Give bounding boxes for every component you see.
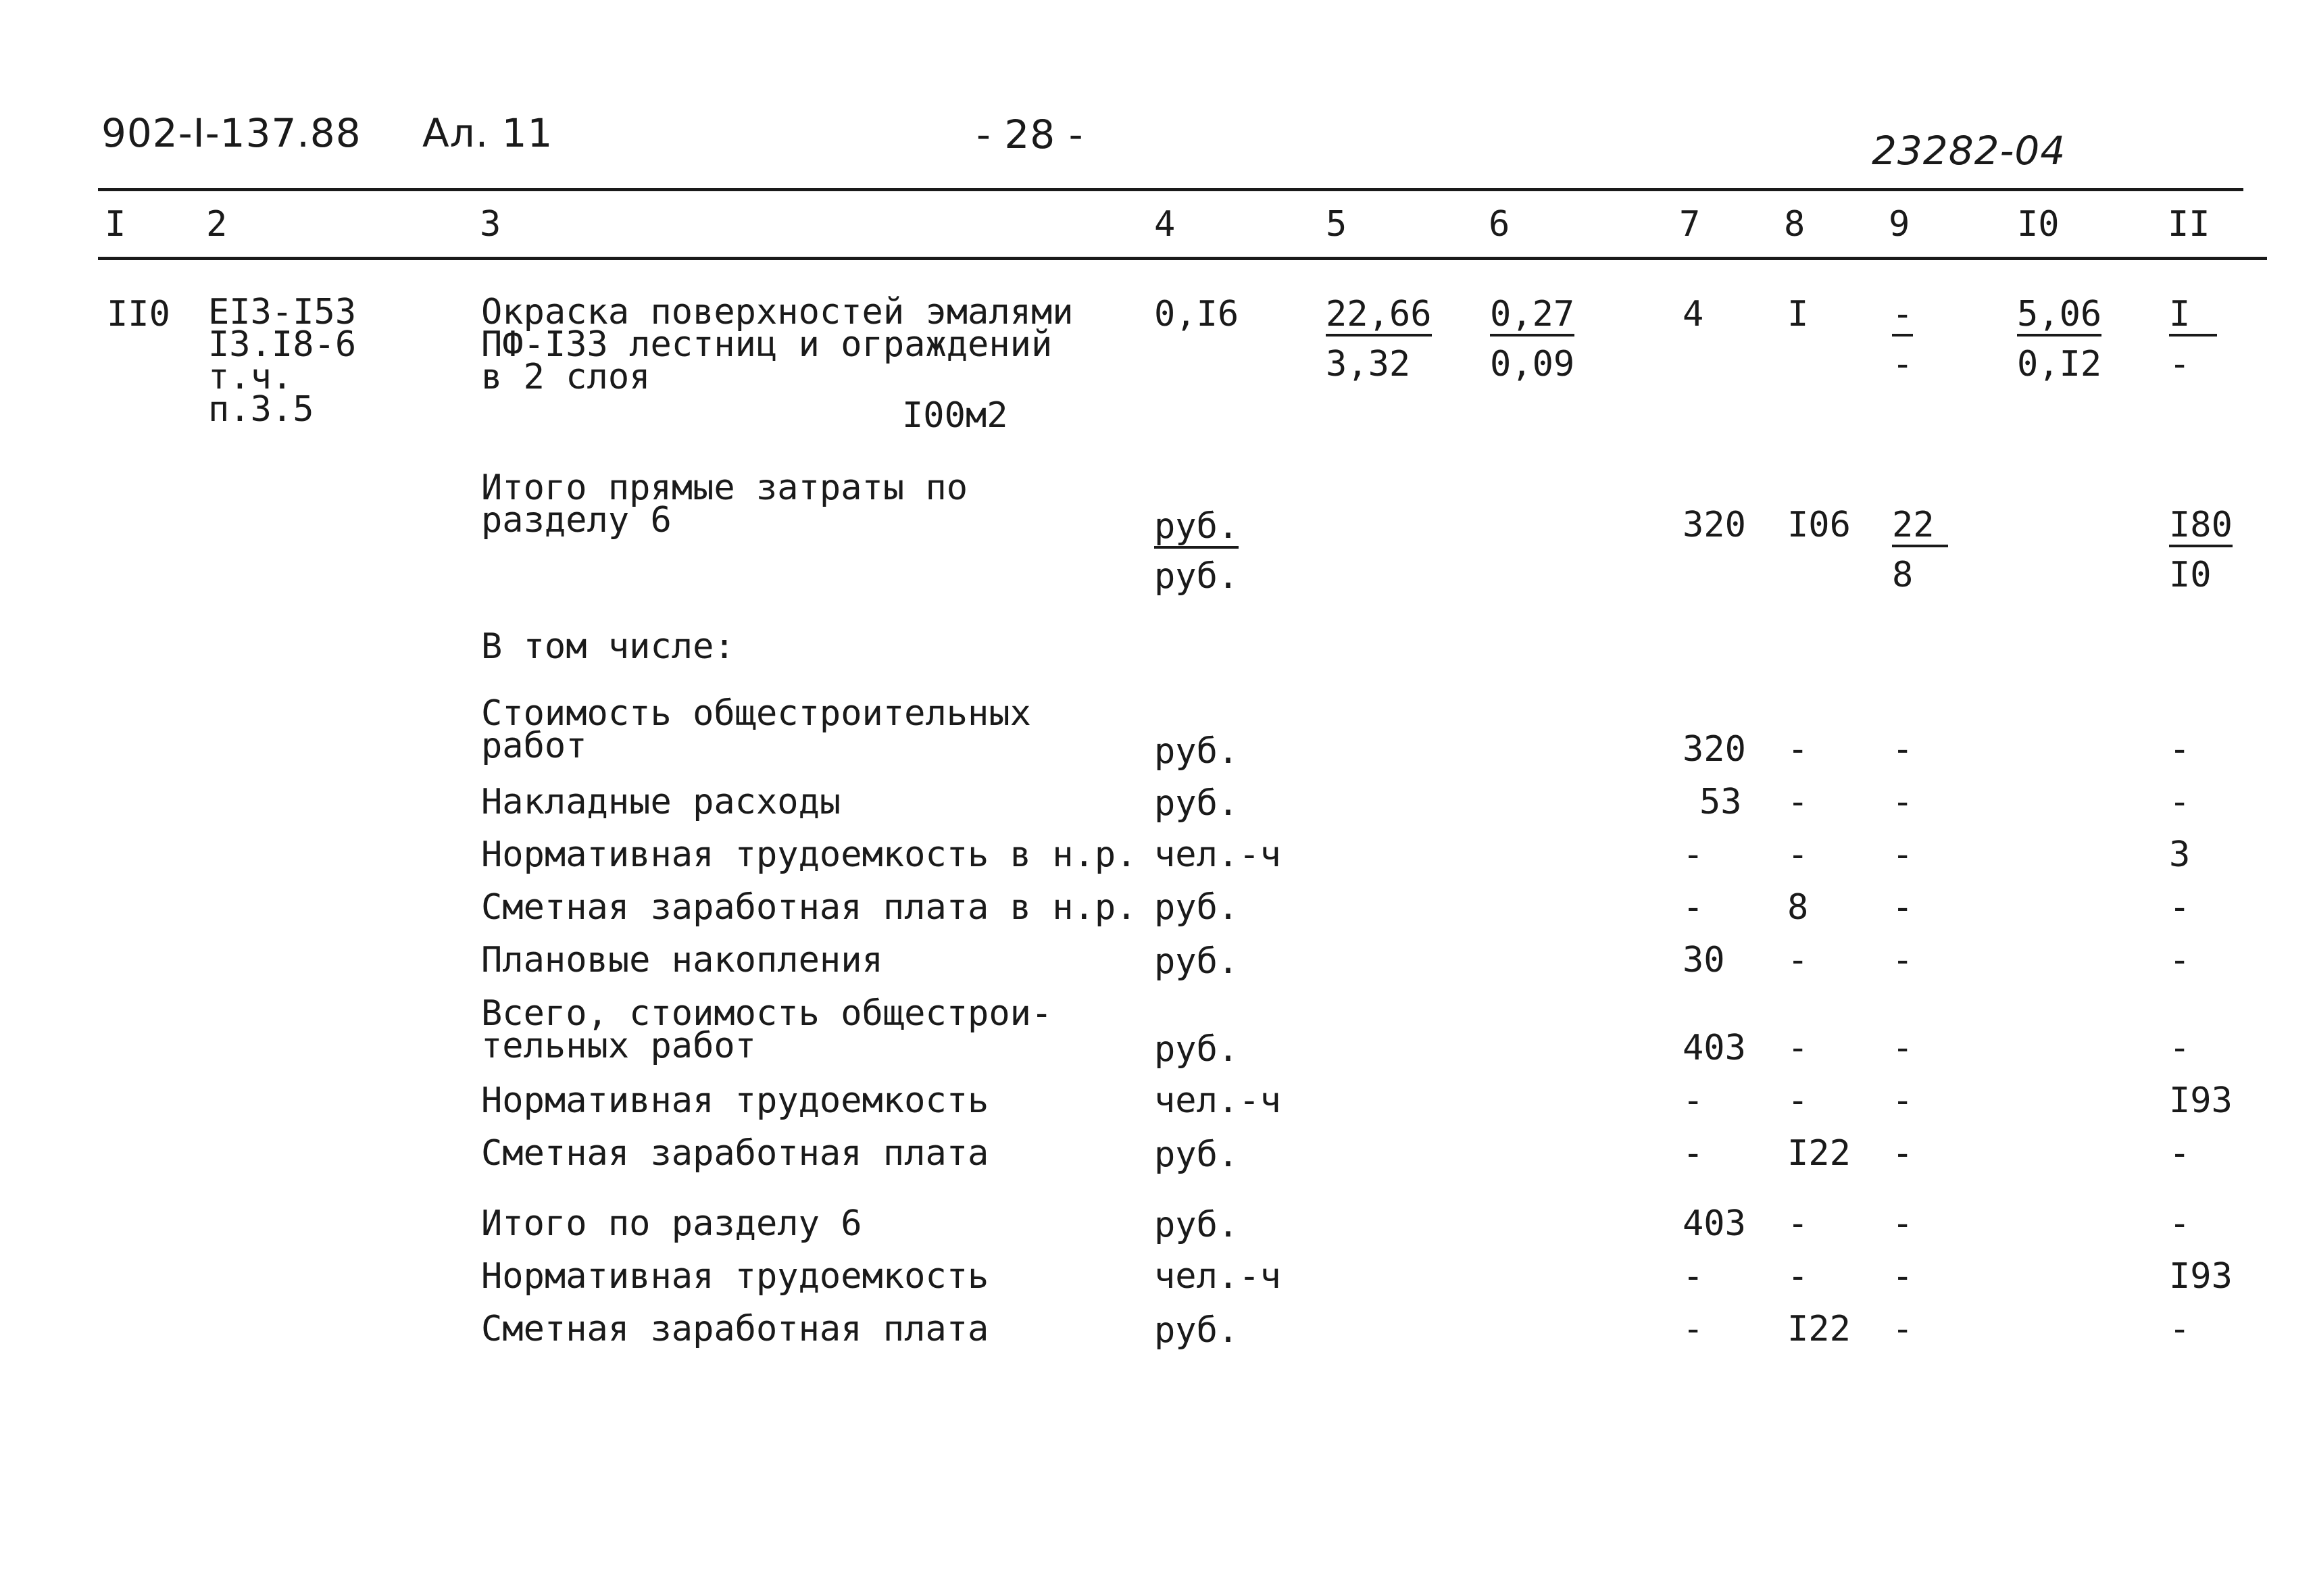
row-label: Накладные расходы (481, 782, 841, 822)
row-label: Итого по разделу 6 (481, 1203, 862, 1244)
row-unit: чел.-ч (1154, 834, 1281, 875)
col-header-6: 6 (1489, 204, 1510, 245)
item-col8: I (1787, 294, 1809, 334)
album-number: Ал. 11 (422, 110, 553, 156)
item-col10-top: 5,06 (2017, 296, 2101, 336)
row-unit: чел.-ч (1154, 1256, 1281, 1297)
row-unit: руб. (1154, 1205, 1239, 1245)
row-col9: - (1892, 1203, 1914, 1244)
row-label: Плановые накопления (481, 940, 883, 980)
col-header-1: I (105, 204, 126, 245)
col-header-5: 5 (1326, 204, 1347, 245)
col-header-3: 3 (480, 204, 501, 245)
row-col7: 320 (1683, 729, 1746, 770)
item-description-line: Окраска поверхностей эмалями (481, 292, 1074, 332)
row-label: Нормативная трудоемкость (481, 1080, 989, 1121)
direct-col9-bottom: 8 (1892, 555, 1914, 595)
item-quantity: 0,I6 (1154, 294, 1239, 334)
row-col8: - (1787, 729, 1809, 770)
item-col11-bottom: - (2169, 344, 2191, 384)
row-label: Сметная заработная плата (481, 1133, 989, 1174)
direct-unit-top: руб. (1154, 508, 1239, 549)
row-col8: - (1787, 1028, 1809, 1068)
item-col9-bottom: - (1892, 344, 1914, 384)
row-col8: - (1787, 1203, 1809, 1244)
row-col9: - (1892, 729, 1914, 770)
item-col5-top: 22,66 (1326, 296, 1432, 336)
including-label: В том числе: (481, 626, 735, 667)
col-header-10: I0 (2017, 204, 2060, 245)
row-col11: I93 (2169, 1256, 2233, 1297)
item-code-line: т.ч. (208, 357, 293, 397)
row-col7: 403 (1683, 1203, 1746, 1244)
doc-code: 902-I-137.88 (101, 110, 362, 156)
row-col8: I22 (1787, 1309, 1851, 1349)
item-col9-top: - (1892, 296, 1913, 336)
row-col8: 8 (1787, 887, 1809, 928)
row-label: Нормативная трудоемкость в н.р. (481, 834, 1137, 875)
row-unit: чел.-ч (1154, 1080, 1281, 1121)
item-col11-top: I (2169, 296, 2217, 336)
item-unit-measure: I00м2 (902, 395, 1008, 436)
col-header-9: 9 (1889, 204, 1910, 245)
item-code-line: п.3.5 (208, 389, 314, 430)
item-col6-bottom: 0,09 (1490, 344, 1575, 384)
row-col8: - (1787, 834, 1809, 875)
row-col11: - (2169, 1203, 2191, 1244)
row-col11: - (2169, 887, 2191, 928)
row-col11: - (2169, 940, 2191, 980)
item-code-line: I3.I8-6 (208, 324, 357, 365)
direct-col8: I06 (1787, 505, 1851, 545)
row-col8: - (1787, 1256, 1809, 1297)
row-col7: - (1683, 1309, 1704, 1349)
direct-col7: 320 (1683, 505, 1746, 545)
direct-costs-label: Итого прямые затраты по (481, 468, 968, 508)
row-col7: - (1683, 834, 1704, 875)
page-number: - 28 - (976, 111, 1084, 157)
row-col11: - (2169, 729, 2191, 770)
row-col11: - (2169, 782, 2191, 822)
inventory-number: 23282-04 (1872, 128, 2066, 174)
direct-unit-bottom: руб. (1154, 556, 1239, 597)
col-header-8: 8 (1784, 204, 1806, 245)
row-col11: - (2169, 1133, 2191, 1174)
row-col9: - (1892, 1256, 1914, 1297)
row-unit: руб. (1154, 1134, 1239, 1175)
row-col8: - (1787, 940, 1809, 980)
row-col11: - (2169, 1028, 2191, 1068)
item-col10-bottom: 0,I2 (2017, 344, 2102, 384)
row-unit: руб. (1154, 1310, 1239, 1351)
direct-col11-top: I80 (2169, 507, 2233, 547)
row-unit: руб. (1154, 783, 1239, 824)
row-col9: - (1892, 1080, 1914, 1121)
row-col7: - (1683, 1256, 1704, 1297)
row-unit: руб. (1154, 1029, 1239, 1070)
row-col9: - (1892, 887, 1914, 928)
row-col7: - (1683, 887, 1704, 928)
row-col7: 30 (1683, 940, 1725, 980)
row-col8: - (1787, 1080, 1809, 1121)
row-label: Сметная заработная плата (481, 1309, 989, 1349)
col-header-11: II (2168, 204, 2210, 245)
item-col7: 4 (1683, 294, 1704, 334)
row-col7: - (1683, 1080, 1704, 1121)
row-label: работ (481, 726, 587, 766)
row-col9: - (1892, 782, 1914, 822)
item-col5-bottom: 3,32 (1326, 344, 1411, 384)
row-label: Сметная заработная плата в н.р. (481, 887, 1137, 928)
row-col8: - (1787, 782, 1809, 822)
row-col9: - (1892, 834, 1914, 875)
row-label: Всего, стоимость общестрои- (481, 993, 1053, 1034)
row-label: Стоимость общестроительных (481, 693, 1031, 734)
col-header-2: 2 (206, 204, 228, 245)
item-number: II0 (107, 294, 170, 334)
item-description-line: ПФ-I33 лестниц и ограждений (481, 324, 1053, 365)
row-col7: 403 (1683, 1028, 1746, 1068)
row-col11: 3 (2169, 834, 2191, 875)
row-label: тельных работ (481, 1026, 756, 1066)
row-col11: I93 (2169, 1080, 2233, 1121)
row-col9: - (1892, 1028, 1914, 1068)
item-description-line: в 2 слоя (481, 357, 651, 397)
header-rule (98, 257, 2267, 260)
row-label: Нормативная трудоемкость (481, 1256, 989, 1297)
row-unit: руб. (1154, 941, 1239, 982)
row-col7: 53 (1699, 782, 1742, 822)
col-header-7: 7 (1679, 204, 1701, 245)
row-col9: - (1892, 940, 1914, 980)
direct-costs-label: разделу 6 (481, 500, 672, 541)
row-col9: - (1892, 1309, 1914, 1349)
row-col11: - (2169, 1309, 2191, 1349)
top-rule (98, 188, 2243, 191)
item-col6-top: 0,27 (1490, 296, 1574, 336)
row-unit: руб. (1154, 731, 1239, 772)
row-col9: - (1892, 1133, 1914, 1174)
col-header-4: 4 (1154, 204, 1176, 245)
row-col8: I22 (1787, 1133, 1851, 1174)
row-unit: руб. (1154, 887, 1239, 928)
direct-col9-top: 22 (1892, 507, 1948, 547)
row-col7: - (1683, 1133, 1704, 1174)
item-code-line: EI3-I53 (208, 292, 357, 332)
direct-col11-bottom: I0 (2169, 555, 2212, 595)
